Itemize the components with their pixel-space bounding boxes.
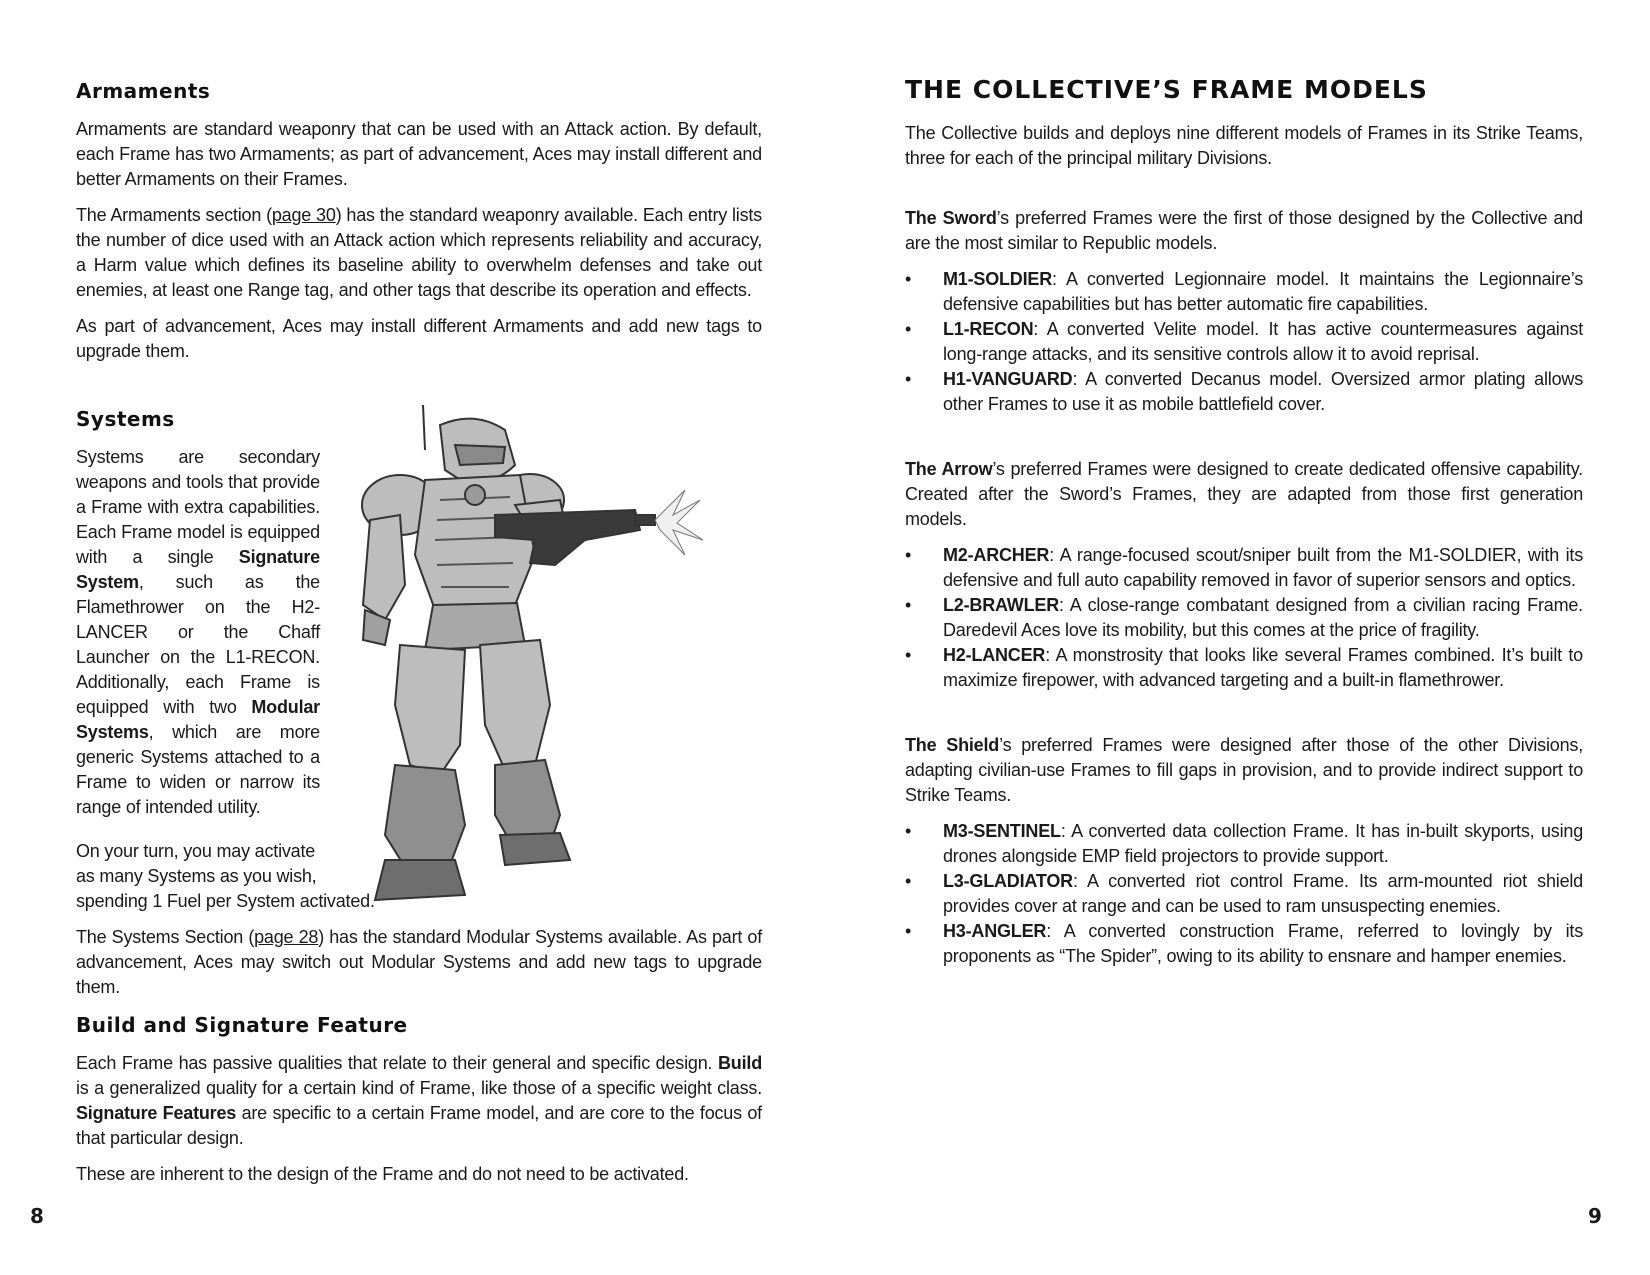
build-heading: Build and Signature Feature: [76, 1013, 408, 1037]
list-item: • L1-RECON: A converted Velite model. It has active countermeasures against long-range attacks, and its sensitive controls allow it to avoid reprisal.: [905, 319, 1583, 364]
arrow-paragraph: The Arrow’s preferred Frames were designed to create dedicated offensive capability. Created after the Sword’s Frames, they are adapted from those first generation models.: [905, 459, 1583, 529]
list-item: • H1-VANGUARD: A converted Decanus model. Oversized armor plating allows other Frames to use it as mobile battlefield cover.: [905, 369, 1583, 414]
armaments-paragraph-2: The Armaments section (page 30) has the standard weaponry available. Each entry lists the number of dice used with an Attack action which represents reliability and accuracy, a Harm value which defines its baseline ability to overwhelm defenses and take out enemies, at least one Range tag, and other tags that describe its operation and effects.: [76, 205, 762, 300]
systems-paragraph-2: On your turn, you may activate as many Systems as you wish, spending 1 Fuel per System activated.: [76, 841, 375, 911]
build-paragraph-1: Each Frame has passive qualities that relate to their general and specific design. Build is a generalized quality for a certain kind of Frame, like those of a specific weight class. Signature Features are specific to a certain Frame model, and are core to the focus of that particular design.: [76, 1053, 762, 1148]
shield-paragraph: The Shield’s preferred Frames were designed after those of the other Divisions, adapting civilian-use Frames to fill gaps in provision, and to provide indirect support to Strike Teams.: [905, 735, 1583, 805]
armaments-section: [76, 77, 762, 375]
armaments-page-link[interactable]: page 30: [271, 205, 336, 225]
armaments-heading: Armaments: [76, 79, 211, 103]
frame-models-section: [905, 72, 1583, 985]
list-item: • H3-ANGLER: A converted construction Frame, referred to lovingly by its proponents as “The Spider”, owing to its ability to ensnare and hamper enemies.: [905, 921, 1583, 966]
systems-paragraph-3-and-build: [76, 925, 762, 1198]
list-item: • M3-SENTINEL: A converted data collection Frame. It has in-built skyports, using drones alongside EMP field projectors to provide support.: [905, 821, 1583, 866]
systems-paragraph-3: The Systems Section (page 28) has the standard Modular Systems available. As part of advancement, Aces may switch out Modular Systems and add new tags to upgrade them.: [76, 927, 763, 997]
sword-frame-list: [905, 267, 1583, 417]
right-page: [825, 0, 1650, 1275]
sword-paragraph: The Sword’s preferred Frames were the first of those designed by the Collective and are the most similar to Republic models.: [905, 208, 1583, 253]
systems-heading: Systems: [76, 407, 175, 431]
systems-section: [76, 405, 320, 831]
frame-models-heading: THE COLLECTIVE’S FRAME MODELS: [905, 75, 1428, 104]
page-number-left: 8: [30, 1204, 44, 1228]
arrow-frame-list: [905, 543, 1583, 693]
list-item: • M1-SOLDIER: A converted Legionnaire model. It maintains the Legionnaire’s defensive capabilities but has better automatic fire capabilities.: [905, 269, 1583, 314]
list-item: • M2-ARCHER: A range-focused scout/sniper built from the M1-SOLDIER, with its defensive and full auto capability removed in favor of superior sensors and optics.: [905, 545, 1583, 590]
list-item: • H2-LANCER: A monstrosity that looks like several Frames combined. It’s built to maximize firepower, with advanced targeting and a built-in flamethrower.: [905, 645, 1583, 690]
frame-illustration: [355, 405, 735, 905]
frame-models-intro: The Collective builds and deploys nine different models of Frames in its Strike Teams, three for each of the principal military Divisions.: [905, 123, 1583, 168]
armaments-paragraph-3: As part of advancement, Aces may install different Armaments and add new tags to upgrade them.: [76, 316, 762, 361]
page-number-right: 9: [1588, 1204, 1602, 1228]
systems-paragraph-1: Systems are secondary weapons and tools that provide a Frame with extra capabilities. Each Frame model is equipped with a single Signature System, such as the Flamethrower on the H2-LANCER or the Chaff Launcher on the L1-RECON. Additionally, each Frame is equipped with two Modular Systems, which are more generic Systems attached to a Frame to widen or narrow its range of intended utility.: [76, 447, 320, 817]
armaments-paragraph-1: Armaments are standard weaponry that can be used with an Attack action. By default, each Frame has two Armaments; as part of advancement, Aces may install different and better Armaments on their Frames.: [76, 119, 762, 189]
list-item: • L2-BRAWLER: A close-range combatant designed from a civilian racing Frame. Daredevil Aces love its mobility, but this comes at the price of fragility.: [905, 595, 1583, 640]
systems-page-link[interactable]: page 28: [254, 927, 319, 947]
build-paragraph-2: These are inherent to the design of the Frame and do not need to be activated.: [76, 1164, 689, 1184]
list-item: • L3-GLADIATOR: A converted riot control Frame. Its arm-mounted riot shield provides cover at range and can be used to ram unsuspecting enemies.: [905, 871, 1583, 916]
shield-frame-list: [905, 819, 1583, 969]
